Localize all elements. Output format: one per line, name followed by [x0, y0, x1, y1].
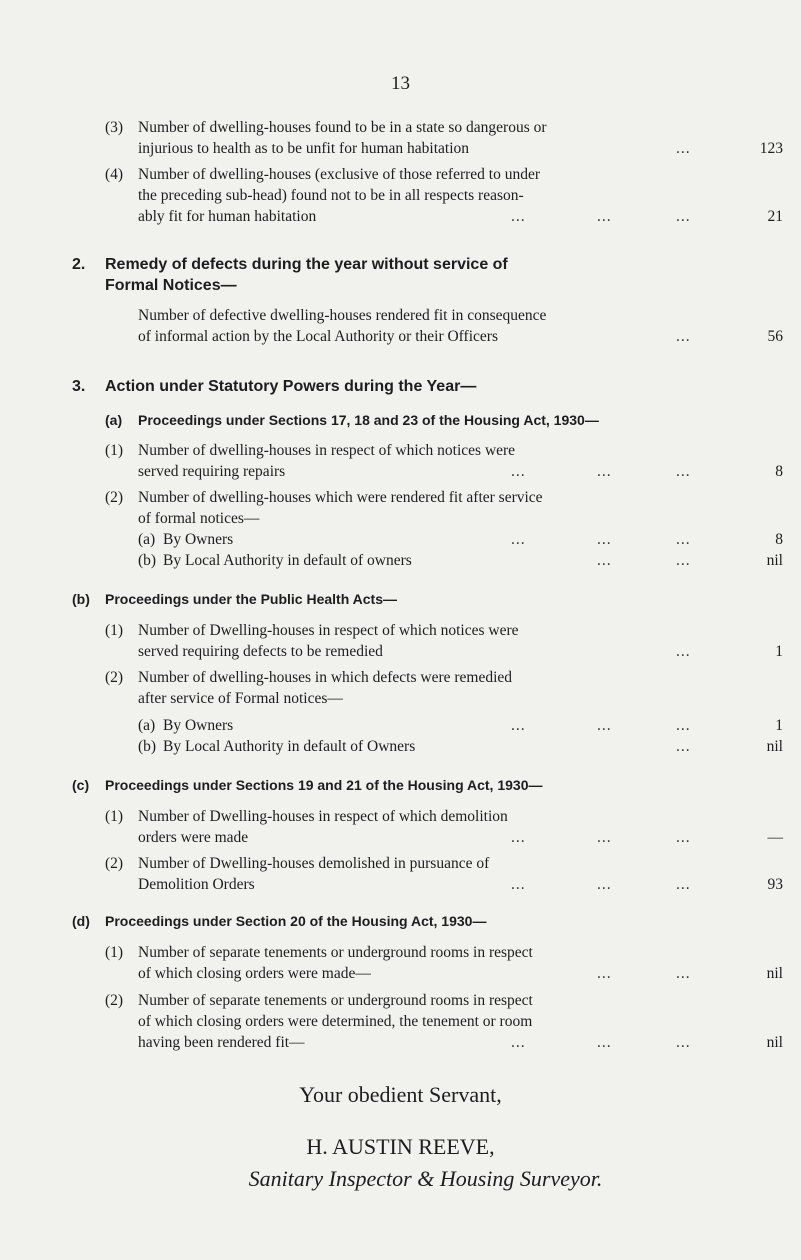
leader-dots: ...	[511, 717, 526, 734]
text-line: By Owners	[163, 717, 234, 734]
leader-dots: ...	[597, 717, 612, 734]
text-line: the preceding sub-head) found not to be in all respects reason-	[138, 187, 524, 204]
text-line: Number of Dwelling-houses in respect of which demolition	[138, 808, 508, 825]
leader-dots: ...	[511, 208, 526, 225]
subsection-label: (a)	[105, 412, 123, 428]
text-line: Number of separate tenements or underground rooms in respect	[138, 992, 533, 1009]
leader-dots: ...	[676, 552, 691, 569]
text-line: Number of Dwelling-houses in respect of which notices were	[138, 622, 519, 639]
leader-dots: ...	[676, 965, 691, 982]
leader-dots: ...	[597, 463, 612, 480]
leader-dots: ...	[511, 876, 526, 893]
item-number: (a)	[138, 717, 156, 734]
value: 8	[775, 463, 783, 480]
leader-dots: ...	[597, 876, 612, 893]
leader-dots: ...	[676, 463, 691, 480]
text-line: of which closing orders were determined, the tenement or room	[138, 1013, 533, 1030]
leader-dots: ...	[676, 208, 691, 225]
leader-dots: ...	[676, 738, 691, 755]
item-number: (4)	[105, 166, 124, 183]
value: 8	[775, 531, 783, 548]
value: 93	[767, 876, 783, 893]
subsection-heading: Proceedings under Section 20 of the Housing Act, 1930—	[105, 913, 487, 929]
item-number: (1)	[105, 808, 124, 825]
leader-dots: ...	[511, 1034, 526, 1051]
text-line: Number of defective dwelling-houses rendered fit in consequence	[138, 307, 547, 324]
section-heading: Action under Statutory Powers during the Year—	[105, 378, 477, 395]
text-line: served requiring repairs	[138, 463, 286, 480]
signatory-name: H. AUSTIN REEVE,	[306, 1134, 495, 1159]
leader-dots: ...	[597, 965, 612, 982]
section-heading: Remedy of defects during the year without service of	[105, 256, 508, 273]
value: nil	[766, 965, 783, 982]
leader-dots: ...	[676, 876, 691, 893]
value: nil	[766, 552, 783, 569]
leader-dots: ...	[511, 463, 526, 480]
text-line: Number of dwelling-houses (exclusive of those referred to under	[138, 166, 541, 183]
item-number: (a)	[138, 531, 156, 548]
item-number: (1)	[105, 622, 124, 639]
salutation: Your obedient Servant,	[299, 1082, 502, 1107]
value: 1	[775, 717, 783, 734]
text-line: By Owners	[163, 531, 234, 548]
leader-dots: ...	[676, 829, 691, 846]
leader-dots: ...	[676, 643, 691, 660]
text-line: By Local Authority in default of owners	[163, 552, 412, 569]
item-number: (1)	[105, 442, 124, 459]
text-line: injurious to health as to be unfit for human habitation	[138, 140, 470, 157]
text-line: having been rendered fit—	[138, 1034, 305, 1051]
text-line: Number of dwelling-houses found to be in a state so dangerous or	[138, 119, 547, 136]
item-number: (2)	[105, 992, 124, 1009]
signatory-title: Sanitary Inspector & Housing Surveyor.	[248, 1166, 603, 1191]
subsection-heading: Proceedings under Sections 19 and 21 of the Housing Act, 1930—	[105, 777, 543, 793]
leader-dots: ...	[597, 552, 612, 569]
item-number: (b)	[138, 552, 157, 569]
leader-dots: ...	[676, 328, 691, 345]
leader-dots: ...	[597, 208, 612, 225]
text-line: of informal action by the Local Authority or their Officers	[138, 328, 498, 345]
text-line: of formal notices—	[138, 510, 260, 527]
subsection-heading: Proceedings under Sections 17, 18 and 23 of the Housing Act, 1930—	[138, 412, 599, 428]
section-number: 2.	[72, 256, 86, 273]
leader-dots: ...	[676, 717, 691, 734]
value: 1	[775, 643, 783, 660]
leader-dots: ...	[676, 140, 691, 157]
section-heading: Formal Notices—	[105, 277, 237, 294]
value: 123	[759, 140, 783, 157]
text-line: Number of dwelling-houses which were rendered fit after service	[138, 489, 543, 506]
leader-dots: ...	[511, 531, 526, 548]
value: nil	[766, 738, 783, 755]
section-number: 3.	[72, 378, 86, 395]
value: nil	[766, 1034, 783, 1051]
leader-dots: ...	[511, 829, 526, 846]
page-number: 13	[391, 73, 410, 94]
value: 56	[767, 328, 783, 345]
text-line: orders were made	[138, 829, 249, 846]
subsection-label: (d)	[72, 913, 90, 929]
text-line: By Local Authority in default of Owners	[163, 738, 416, 755]
subsection-heading: Proceedings under the Public Health Acts—	[105, 591, 397, 607]
subsection-label: (b)	[72, 591, 90, 607]
text-line: Number of Dwelling-houses demolished in pursuance of	[138, 855, 490, 872]
item-number: (2)	[105, 489, 124, 506]
subsection-label: (c)	[72, 777, 90, 793]
text-line: of which closing orders were made—	[138, 965, 371, 982]
leader-dots: ...	[597, 531, 612, 548]
text-line: Number of dwelling-houses in respect of which notices were	[138, 442, 516, 459]
item-number: (b)	[138, 738, 157, 755]
leader-dots: ...	[597, 1034, 612, 1051]
text-line: Number of separate tenements or underground rooms in respect	[138, 944, 533, 961]
text-line: ably fit for human habitation	[138, 208, 317, 225]
text-line: after service of Formal notices—	[138, 690, 343, 707]
leader-dots: ...	[597, 829, 612, 846]
item-number: (2)	[105, 669, 124, 686]
item-number: (1)	[105, 944, 124, 961]
value: —	[767, 829, 783, 846]
leader-dots: ...	[676, 1034, 691, 1051]
item-number: (2)	[105, 855, 124, 872]
text-line: Number of dwelling-houses in which defects were remedied	[138, 669, 513, 686]
leader-dots: ...	[676, 531, 691, 548]
text-line: served requiring defects to be remedied	[138, 643, 383, 660]
value: 21	[767, 208, 783, 225]
item-number: (3)	[105, 119, 124, 136]
text-line: Demolition Orders	[138, 876, 255, 893]
